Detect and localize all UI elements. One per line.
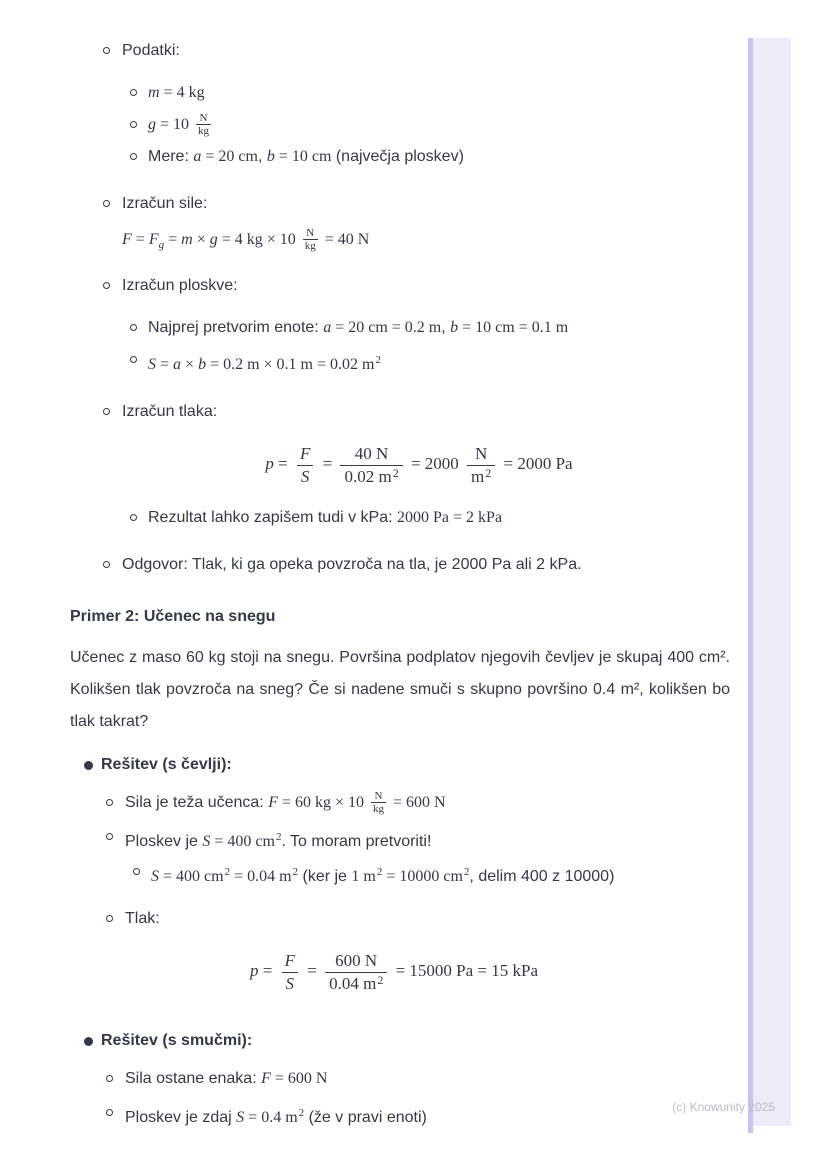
math-ploskev: Ploskev je S = 400 $cm^2$. To moram pretvoriti!: [125, 831, 432, 851]
podatki-sublist: [122, 80, 730, 170]
list-item-m: [130, 80, 730, 106]
list-item-rezultat: [130, 505, 730, 531]
tlaka-display-formula: p = $\frac{F}{S}$ = $\frac{40 N}{0.02 m^2}$ = 2000 $\frac{N}{m^2}$ = 2000 Pa: [265, 444, 573, 486]
primer2-paragraph: Učenec z maso 60 kg stoji na snegu. Površina podplatov njegovih čevljev je skupaj 400 cm². Kolikšen tlak povzroča na sneg? Če si nadene smuči s skupno površino 0.4 m², kolikšen bo tlak takrat?: [70, 649, 730, 731]
page-edge-divider: [748, 38, 753, 1133]
bullet-circle-icon: [103, 408, 110, 415]
primer1-list: [103, 38, 730, 578]
math-sila-ostane: Sila ostane enaka: F = 600 N: [125, 1070, 328, 1088]
tlak-display-formula: p = $\frac{F}{S}$ = $\frac{600 N}{0.04 m^2}$ = 15000 Pa = 15 kPa: [250, 951, 538, 993]
odgovor-text: Odgovor: Tlak, ki ga opeka povzroča na tla, je 2000 Pa ali 2 kPa.: [122, 556, 582, 574]
list-item-izracun-sile: [103, 191, 730, 258]
math-g: g = 10 $\frac{N}{kg}$: [148, 112, 210, 138]
math-mere: Mere: a = 20 cm, b = 10 cm (največja ploskev): [148, 148, 464, 165]
izracun-sile-label: Izračun sile:: [122, 195, 208, 212]
primer2-list: [84, 752, 730, 1139]
list-item-sila-ostane: [106, 1066, 730, 1092]
bullet-circle-icon: [106, 915, 113, 922]
page-edge-strip: [753, 38, 791, 1126]
list-item-odgovor: [103, 552, 730, 578]
tlaka-sublist: [122, 505, 730, 531]
bullet-circle-icon: [130, 121, 137, 128]
ploskve-sublist: [122, 315, 730, 378]
bullet-disc-icon: [84, 761, 93, 770]
list-item-najprej: [130, 315, 730, 341]
math-sila-teza: Sila je teža učenca: F = 60 kg × 10 $\frac{N}{kg}$ = 600 N: [125, 790, 446, 816]
list-item-pretvorba: [133, 859, 730, 890]
bullet-circle-icon: [130, 89, 137, 96]
pretvorba-sublist: [125, 859, 730, 890]
bullet-circle-icon: [130, 514, 137, 521]
bullet-circle-icon: [103, 561, 110, 568]
list-item-sila-teza: [106, 790, 730, 816]
bullet-circle-icon: [133, 868, 140, 875]
list-item-resitev-cevlji: [84, 752, 730, 1020]
bullet-circle-icon: [130, 324, 137, 331]
list-item-podatki: [103, 38, 730, 176]
resitev-cevlji-sublist: [106, 790, 730, 1012]
primer2-title: Primer 2: Učenec na snegu: [70, 608, 276, 626]
math-m: m = 4 kg: [148, 84, 205, 101]
list-item-s-ab: [130, 347, 730, 378]
math-najprej: Najprej pretvorim enote: a = 20 cm = 0.2 m, b = 10 cm = 0.1 m: [148, 319, 569, 336]
bullet-circle-icon: [106, 833, 113, 840]
bullet-circle-icon: [103, 200, 110, 207]
bullet-circle-icon: [106, 1075, 113, 1082]
list-item-resitev-smucmi: [84, 1028, 730, 1139]
resitev-cevlji-label: Rešitev (s čevlji):: [101, 756, 232, 774]
resitev-smucmi-sublist: [106, 1066, 730, 1131]
math-s-ab: S = a × b = 0.2 m × 0.1 m = 0.02 $m^2$: [148, 354, 381, 373]
izracun-tlaka-label: Izračun tlaka:: [122, 403, 218, 420]
list-item-mere: [130, 144, 730, 170]
tlak-label: Tlak:: [125, 910, 160, 928]
sile-formula: $F = F_g = m \times g = 4$ kg × 10 $\frac{N}{kg}$ = 40 N: [122, 227, 370, 253]
bullet-circle-icon: [106, 1109, 113, 1116]
bullet-circle-icon: [130, 153, 137, 160]
izracun-ploskve-label: Izračun ploskve:: [122, 277, 238, 294]
bullet-circle-icon: [130, 356, 137, 363]
podatki-label: Podatki:: [122, 42, 180, 59]
list-item-tlak: [106, 906, 730, 1012]
math-ploskev-zdaj: Ploskev je zdaj S = 0.4 $m^2$ (že v pravi enoti): [125, 1107, 427, 1127]
copyright-footer: (c) Knowunity 2025: [672, 1100, 775, 1114]
math-rezultat: Rezultat lahko zapišem tudi v kPa: 2000 Pa = 2 kPa: [148, 509, 503, 527]
list-item-izracun-tlaka: [103, 399, 730, 537]
list-item-ploskev: [106, 824, 730, 894]
bullet-circle-icon: [103, 282, 110, 289]
list-item-izracun-ploskve: [103, 273, 730, 384]
bullet-disc-icon: [84, 1037, 93, 1046]
bullet-circle-icon: [103, 47, 110, 54]
math-pretvorba: S = 400 $cm^2 = 0.04$ $m^2$ (ker je 1 $m^2 = 10000$ $cm^2$, delim 400 z 10000): [151, 866, 615, 886]
list-item-g: [130, 112, 730, 138]
bullet-circle-icon: [106, 799, 113, 806]
resitev-smucmi-label: Rešitev (s smučmi):: [101, 1032, 253, 1050]
list-item-ploskev-zdaj: [106, 1100, 730, 1131]
